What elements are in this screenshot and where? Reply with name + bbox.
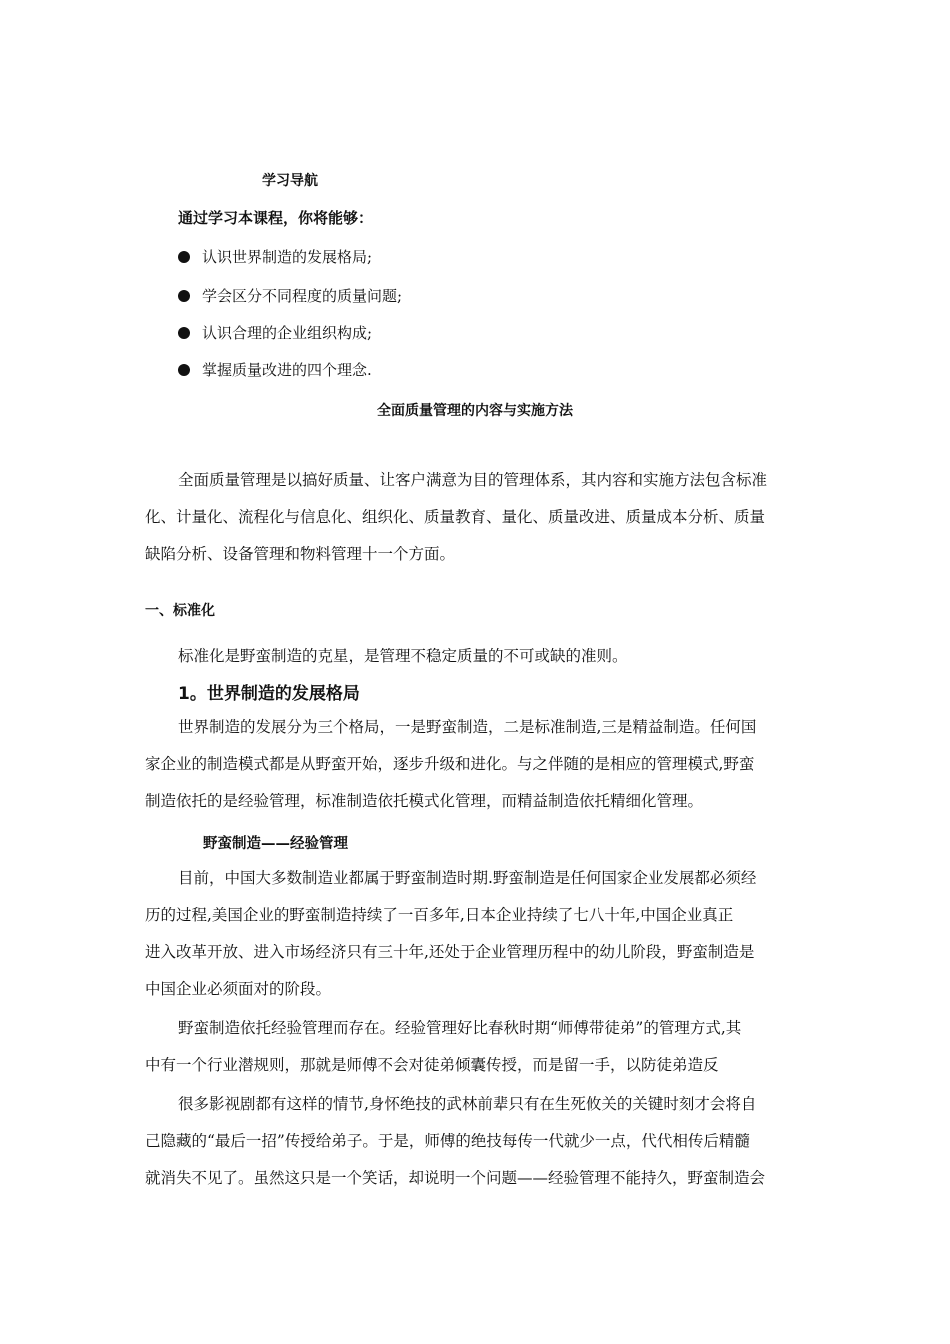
text-line: 就消失不见了。虽然这只是一个笑话，却说明一个问题——经验管理不能持久，野蛮制造会 [145, 1169, 766, 1187]
bullet-dot-icon [178, 327, 190, 339]
bullet-dot-icon [178, 290, 190, 302]
learning-nav-title: 学习导航 [262, 173, 318, 189]
subsection-paragraph [145, 709, 820, 820]
bullet-item [178, 285, 402, 306]
bullet-item [178, 322, 372, 343]
learning-nav-intro: 通过学习本课程，你将能够： [178, 209, 374, 227]
subsection-heading: 1。世界制造的发展格局 [178, 684, 360, 704]
text-line: 世界制造的发展分为三个格局，一是野蛮制造，二是标准制造,三是精益制造。任何国 [178, 718, 757, 736]
bullet-text: 认识合理的企业组织构成; [202, 324, 373, 342]
bullet-item [178, 359, 372, 380]
paragraph [145, 1010, 820, 1084]
bullet-text: 掌握质量改进的四个理念. [202, 361, 372, 379]
text-line: 制造依托的是经验管理，标准制造依托模式化管理，而精益制造依托精细化管理。 [145, 792, 704, 810]
text-line: 缺陷分析、设备管理和物料管理十一个方面。 [145, 545, 456, 563]
text-line: 全面质量管理是以搞好质量、让客户满意为目的管理体系，其内容和实施方法包含标准 [178, 471, 768, 489]
text-line: 野蛮制造依托经验管理而存在。经验管理好比春秋时期“师傅带徒弟”的管理方式,其 [178, 1019, 742, 1037]
text-line: 目前，中国大多数制造业都属于野蛮制造时期.野蛮制造是任何国家企业发展都必须经 [178, 869, 757, 887]
bullet-dot-icon [178, 251, 190, 263]
bullet-dot-icon [178, 364, 190, 376]
text-line: 标准化是野蛮制造的克星，是管理不稳定质量的不可或缺的准则。 [178, 647, 628, 665]
paragraph [145, 1086, 820, 1197]
text-line: 己隐藏的“最后一招”传授给弟子。于是，师傅的绝技每传一代就少一点，代代相传后精髓 [145, 1132, 750, 1150]
text-line: 化、计量化、流程化与信息化、组织化、质量教育、量化、质量改进、质量成本分析、质量 [145, 508, 766, 526]
paragraph [145, 860, 820, 1008]
text-line: 历的过程,美国企业的野蛮制造持续了一百多年,日本企业持续了七八十年,中国企业真正 [145, 906, 734, 924]
text-line: 很多影视剧都有这样的情节,身怀绝技的武林前辈只有在生死攸关的关键时刻才会将自 [178, 1095, 757, 1113]
section-paragraph [145, 638, 820, 675]
document-title: 全面质量管理的内容与实施方法 [377, 403, 573, 419]
bullet-text: 学会区分不同程度的质量问题; [202, 287, 403, 305]
bullet-text: 认识世界制造的发展格局; [202, 248, 373, 266]
bullet-item [178, 246, 372, 267]
subsubsection-heading: 野蛮制造——经验管理 [203, 836, 348, 852]
section-heading: 一、标准化 [145, 603, 215, 619]
text-line: 家企业的制造模式都是从野蛮开始，逐步升级和进化。与之伴随的是相应的管理模式,野蛮 [145, 755, 755, 773]
text-line: 中国企业必须面对的阶段。 [145, 980, 332, 998]
intro-paragraph [145, 462, 820, 573]
text-line: 中有一个行业潜规则，那就是师傅不会对徒弟倾囊传授，而是留一手，以防徒弟造反 [145, 1056, 719, 1074]
text-line: 进入改革开放、进入市场经济只有三十年,还处于企业管理历程中的幼儿阶段，野蛮制造是 [145, 943, 755, 961]
